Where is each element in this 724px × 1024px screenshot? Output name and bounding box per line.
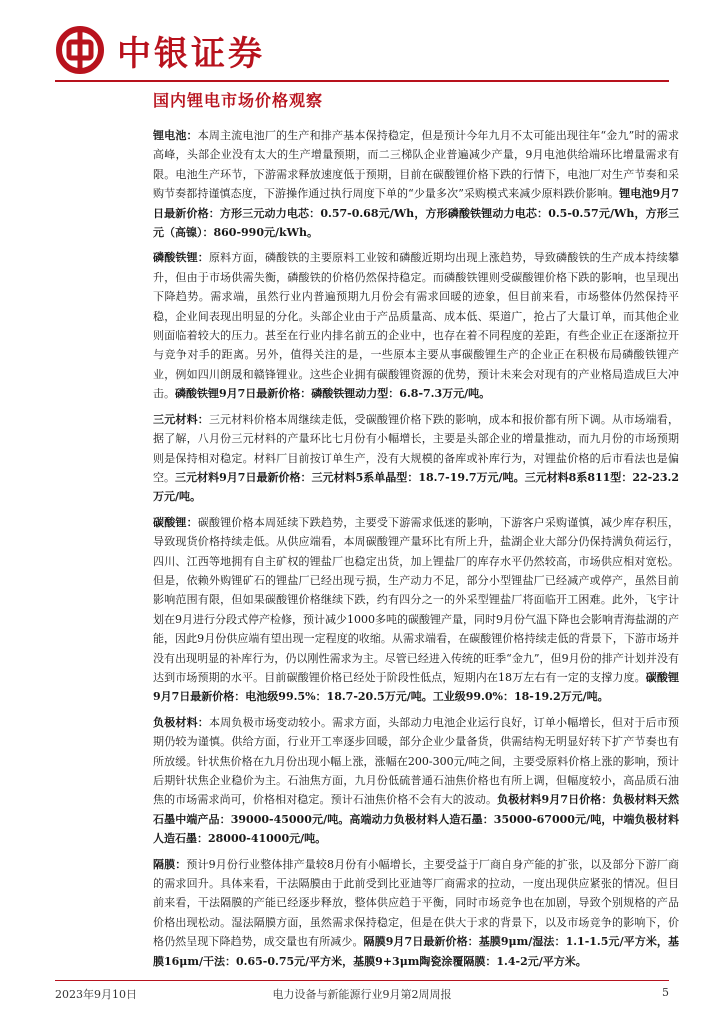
header <box>55 22 265 78</box>
para-body: 本周负极市场变动较小。需求方面，头部动力电池企业运行良好，订单小幅增长，但对于后市预期仍较为谨慎。供给方面，行业开工率逐步回暖，部分企业少量备货，供需结构无明显好转下扩产节奏也有所放缓。针状焦价格在九月份出现小幅上涨，涨幅在200-300元/吨之间，主要受原料价格上涨的影响，预计后期针状焦企业稳价为主。石油焦方面，九月份低硫普通石油焦价格也有所上调，但幅度较小，高品质石油焦的市场需求尚可，价格相对稳定。预计石油焦价格不会有大的波动。 <box>153 715 680 807</box>
page-number: 5 <box>662 986 669 999</box>
para-price: 三元材料9月7日最新价格：三元材料5系单晶型：18.7-19.7万元/吨。三元材料8系811型：22-23.2万元/吨。 <box>153 470 679 504</box>
footer-divider <box>55 980 669 981</box>
para-price: 负极材料9月7日价格：负极材料天然石墨中端产品：39000-45000元/吨。高端动力负极材料人造石墨：35000-67000元/吨，中端负极材料人造石墨：28000-41000元/吨。 <box>153 793 679 846</box>
footer-report-title: 电力设备与新能源行业9月第2周周报 <box>272 988 452 1001</box>
para-price: 碳酸锂9月7日最新价格：电池级99.5%：18.7-20.5万元/吨。工业级99.0%：18-19.2万元/吨。 <box>153 670 679 704</box>
para-body: 原料方面，磷酸铁的主要原料工业铵和磷酸近期均出现上涨趋势，导致磷酸铁的生产成本持续攀升，但由于市场供需失衡，磷酸铁的价格仍然保持稳定。而磷酸铁锂则受碳酸锂价格下跌的影响，也呈现出下降趋势。需求端，虽然行业内普遍预期九月份会有需求回暖的迹象，但目前来看，市场整体仍然保持平稳，企业间表现出明显的分化。头部企业由于产品质量高、成本低、渠道广，抢占了大量订单，而其他企业则面临着较大的压力。甚至在行业内排名前五的企业中，也存在着不同程度的差距，有些企业正在逐渐拉开与竞争对手的距离。另外，值得关注的是，一些原本主要从事碳酸锂生产的企业正在积极布局磷酸铁锂产业，例如四川朗晟和赣锋锂业。这些企业拥有碳酸锂资源的优势，预计未来会对现有的产业格局造成巨大冲击。 <box>153 251 680 401</box>
para-body: 碳酸锂价格本周延续下跌趋势，主要受下游需求低迷的影响，下游客户采购谨慎，减少库存积压，导致现货价格持续走低。从供应端看，本周碳酸锂产量环比有所上升，盐湖企业大部分仍保持满负荷运行，四川、江西等地拥有自主矿权的锂盐厂也稳定出货，加上锂盐厂的库存水平仍然较高，市场供应相对宽松。但是，依赖外购锂矿石的锂盐厂已经出现亏损，生产动力不足，部分小型锂盐厂已经减产或停产，虽然目前影响范围有限，但如果碳酸锂价格继续下跌，约有四分之一的外采型锂盐厂将面临开工困难。此外，飞宇计划在9月进行分段式停产检修，预计减少1000多吨的碳酸锂产量，同时9月份气温下降也会影响青海盐湖的产能，因此9月份供应端有望出现一定程度的收缩。从需求端看，在碳酸锂价格持续走低的背景下，下游市场并没有出现明显的补库行为，仍以刚性需求为主。尽管已经进入传统的旺季“金九”，但9月份的排产计划并没有达到市场预期的水平。目前碳酸锂价格已经处于阶段性低点，短期内在18万左右有一定的支撑力度。 <box>153 515 680 684</box>
para-price: 磷酸铁锂9月7日最新价格：磷酸铁锂动力型：6.8-7.3万元/吨。 <box>175 387 491 401</box>
para-price: 锂电池9月7日最新价格：方形三元动力电芯：0.57-0.68元/Wh，方形磷酸铁锂动力电芯：0.5-0.57元/Wh，方形三元（高镍）：860-990元/kWh。 <box>153 187 680 240</box>
report-body <box>153 126 679 977</box>
para-lead: 锂电池： <box>153 129 198 142</box>
bank-of-china-logo-icon <box>55 25 105 75</box>
para-price: 隔膜9月7日最新价格：基膜9μm/湿法：1.1-1.5元/平方米，基膜16μm/干法：0.65-0.75元/平方米，基膜9+3μm陶瓷涂覆隔膜：1.4-2元/平方米。 <box>153 935 679 968</box>
para-lead: 磷酸铁锂： <box>153 251 209 265</box>
section-title: 国内锂电市场价格观察 <box>153 91 324 110</box>
paragraph-anode <box>153 713 679 849</box>
paragraph-lfp <box>153 248 679 403</box>
para-body: 预计9月份行业整体排产量较8月份有小幅增长，主要受益于厂商自身产能的扩张，以及部分下游厂商的需求回升。具体来看，干法隔膜由于此前受到比亚迪等厂商需求的拉动，一度出现供应紧张的情况。但目前来看，干法隔膜的产能已经逐步释放，整体供应趋于平衡，同时市场竞争也在加剧，导致个别规格的产品价格出现松动。湿法隔膜方面，虽然需求保持稳定，但是在供大于求的背景下，以及市场竞争的影响下，价格仍然呈现下降趋势，成交量也有所减少。 <box>153 857 680 949</box>
para-lead: 隔膜： <box>153 857 187 871</box>
paragraph-lithium-battery <box>153 126 679 242</box>
para-lead: 碳酸锂： <box>153 515 198 529</box>
paragraph-lithium-carbonate <box>153 513 679 707</box>
para-lead: 三元材料： <box>153 412 209 426</box>
paragraph-separator <box>153 855 679 971</box>
para-body: 三元材料价格本周继续走低，受碳酸锂价格下跌的影响，成本和报价都有所下调。从市场端看，据了解，八月份三元材料的产量环比七月份有小幅增长，主要是头部企业的增量推动，而九月份的市场预期则是保持相对稳定。材料厂目前按订单生产，没有大规模的备库或补库行为，对锂盐价格的后市看法也是偏空。 <box>153 412 680 484</box>
paragraph-ncm <box>153 410 679 507</box>
para-lead: 负极材料： <box>153 715 209 729</box>
brand-name: 中银证券 <box>117 33 265 74</box>
footer-date: 2023年9月10日 <box>55 988 137 1001</box>
para-body: 本周主流电池厂的生产和排产基本保持稳定，但是预计今年九月不太可能出现往年“金九”时的需求高峰，头部企业没有太大的生产增量预期，而二三梯队企业普遍减少产量，9月电池供给端环比增量需求有限。电池生产环节，下游需求释放速度低于预期，目前在碳酸锂价格下跌的行情下，电池厂对生产节奏和采购节奏都持谨慎态度，下游操作通过执行周度下单的“少量多次”采购模式来减少原料跌价影响。 <box>153 129 679 201</box>
header-divider <box>55 80 669 82</box>
